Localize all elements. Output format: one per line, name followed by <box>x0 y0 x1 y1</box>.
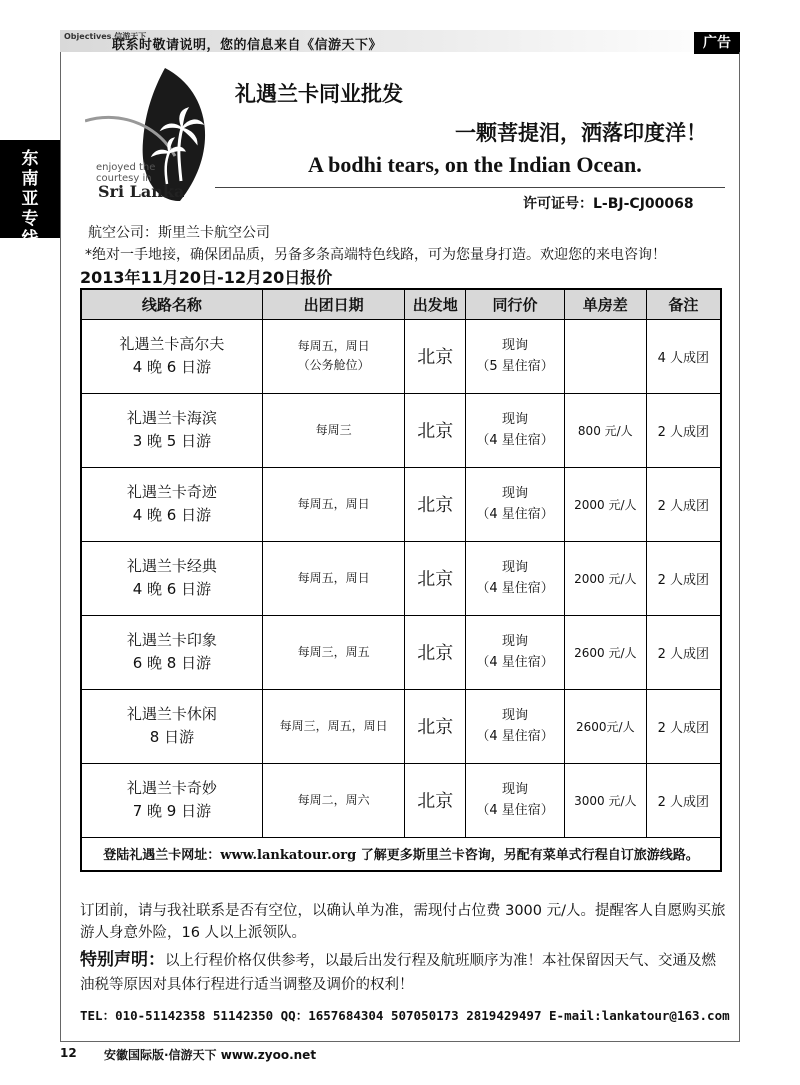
date-cell <box>262 615 405 689</box>
slogan-chinese: 一颗菩提泪，洒落印度洋！ <box>455 120 707 145</box>
ad-tag: 广告 <box>694 32 740 54</box>
departure-cell-text: 北京 <box>417 421 454 442</box>
price-cell-text: （4 星住宿） <box>476 433 554 448</box>
price-cell-text: 现询 <box>502 412 529 427</box>
departure-cell <box>405 763 466 837</box>
table-row <box>81 467 721 541</box>
note-cell-text: 2 人成团 <box>657 646 710 662</box>
magazine-footer: 安徽国际版·信游天下 www.zyoo.net <box>104 1048 317 1062</box>
booking-notice: 订团前，请与我社联系是否有空位，以确认单为准，需现付占位费 3000 元/人。提醒客人自愿购买旅游人身意外险，16 人以上派领队。 <box>80 903 726 941</box>
single-supplement-cell <box>564 467 646 541</box>
departure-cell <box>405 319 466 393</box>
departure-cell <box>405 467 466 541</box>
price-cell <box>466 615 565 689</box>
departure-cell <box>405 689 466 763</box>
contact-info: TEL：010-51142358 51142350 QQ：1657684304 507050173 2819429497 E-mail:lankatour@163.com <box>80 1008 730 1023</box>
note-cell-text: 2 人成团 <box>657 424 710 440</box>
route-cell <box>81 763 262 837</box>
departure-cell-text: 北京 <box>417 495 454 516</box>
price-cell-text: （4 星住宿） <box>476 581 554 596</box>
table-row <box>81 393 721 467</box>
special-statement-label: 特别声明： <box>80 950 165 970</box>
table-row <box>81 615 721 689</box>
special-statement-text: 以上行程价格仅供参考，以最后出发行程及航班顺序为准！本社保留因天气、交通及燃油税等原因对具体行程进行适当调整及调价的权利！ <box>80 953 716 993</box>
route-cell-text: 礼遇兰卡经典 <box>126 557 217 575</box>
route-cell-text: 4 晚 6 日游 <box>132 358 212 376</box>
header-note: 联系时敬请说明，您的信息来自《信游天下》 <box>112 38 383 53</box>
section-tab-char: 东 <box>21 149 39 169</box>
table-row <box>81 541 721 615</box>
table-footer-row <box>81 837 721 871</box>
route-cell-text: 礼遇兰卡高尔夫 <box>119 335 225 353</box>
price-cell-text: 现询 <box>502 782 529 797</box>
price-cell <box>466 541 565 615</box>
single-supplement-cell <box>564 689 646 763</box>
date-cell-text: 每周五，周日 <box>297 339 370 353</box>
price-period: 2013年11月20日-12月20日报价 <box>80 268 333 287</box>
slogan-english: A bodhi tears, on the Indian Ocean. <box>308 152 642 177</box>
departure-cell-text: 北京 <box>417 569 454 590</box>
departure-cell-text: 北京 <box>417 791 454 812</box>
page-number: 12 <box>60 1046 77 1060</box>
column-header: 单房差 <box>564 289 646 319</box>
single-supplement-cell-text: 3000 元/人 <box>574 793 637 808</box>
section-tab-char: 线 <box>21 229 39 249</box>
price-cell-text: 现询 <box>502 338 529 353</box>
single-supplement-cell-text: 2600元/人 <box>576 719 635 734</box>
table-body <box>81 319 721 837</box>
price-cell-text: 现询 <box>502 634 529 649</box>
single-supplement-cell <box>564 615 646 689</box>
note-cell <box>646 467 721 541</box>
date-cell-text: 每周五，周日 <box>297 496 370 511</box>
departure-cell <box>405 615 466 689</box>
note-cell-text: 2 人成团 <box>657 720 710 736</box>
route-cell-text: 6 晚 8 日游 <box>132 654 212 672</box>
price-cell <box>466 319 565 393</box>
price-cell-text: （4 星住宿） <box>476 803 554 818</box>
route-cell-text: 礼遇兰卡休闲 <box>126 705 217 723</box>
note-cell <box>646 763 721 837</box>
date-cell <box>262 467 405 541</box>
price-cell-text: 现询 <box>502 486 529 501</box>
departure-cell <box>405 541 466 615</box>
column-header: 出发地 <box>405 289 466 319</box>
single-supplement-cell-text: 2600 元/人 <box>574 645 637 660</box>
note-cell <box>646 319 721 393</box>
special-statement <box>80 948 730 997</box>
note-cell <box>646 689 721 763</box>
route-cell-text: 8 日游 <box>149 728 195 746</box>
departure-cell-text: 北京 <box>417 643 454 664</box>
price-cell <box>466 763 565 837</box>
note-cell-text: 2 人成团 <box>657 498 710 514</box>
route-cell-text: 礼遇兰卡奇妙 <box>126 779 217 797</box>
divider-line <box>215 187 725 188</box>
route-cell-text: 礼遇兰卡海滨 <box>126 409 217 427</box>
note-cell-text: 2 人成团 <box>657 794 710 810</box>
single-supplement-cell <box>564 763 646 837</box>
date-cell-text: （公务舱位） <box>297 358 370 372</box>
column-header: 线路名称 <box>81 289 262 319</box>
section-tab-char: 南 <box>21 169 39 189</box>
single-supplement-cell <box>564 319 646 393</box>
logo-name: Sri Lanka <box>98 182 185 201</box>
table-row <box>81 319 721 393</box>
intro-text: *绝对一手地接，确保团品质，另备多条高端特色线路，可为您量身打造。欢迎您的来电咨询！ <box>85 247 666 263</box>
price-cell-text: 现询 <box>502 560 529 575</box>
date-cell-text: 每周三，周五 <box>297 644 370 659</box>
route-cell <box>81 319 262 393</box>
route-cell <box>81 689 262 763</box>
price-cell <box>466 393 565 467</box>
date-cell-text: 每周五，周日 <box>297 570 370 585</box>
route-cell <box>81 467 262 541</box>
website-note: 登陆礼遇兰卡网址：www.lankatour.org 了解更多斯里兰卡咨询，另配有菜单式行程自订旅游线路。 <box>81 837 721 871</box>
table-header-row <box>81 289 721 319</box>
column-header: 出团日期 <box>262 289 405 319</box>
section-tab-char: 亚 <box>21 189 39 209</box>
airline-info: 航空公司：斯里兰卡航空公司 <box>88 225 270 241</box>
route-cell-text: 7 晚 9 日游 <box>132 802 212 820</box>
note-cell-text: 2 人成团 <box>657 572 710 588</box>
date-cell <box>262 393 405 467</box>
date-cell-text: 每周三 <box>315 422 352 437</box>
table-row <box>81 763 721 837</box>
section-tab-char: 专 <box>21 209 39 229</box>
single-supplement-cell-text: 2000 元/人 <box>574 571 637 586</box>
note-cell-text: 4 人成团 <box>657 350 710 366</box>
note-cell <box>646 615 721 689</box>
price-cell-text: （4 星住宿） <box>476 729 554 744</box>
single-supplement-cell <box>564 541 646 615</box>
route-cell-text: 4 晚 6 日游 <box>132 580 212 598</box>
single-supplement-cell-text: 800 元/人 <box>577 423 633 438</box>
date-cell <box>262 319 405 393</box>
price-cell-text: 现询 <box>502 708 529 723</box>
section-tab <box>0 140 60 249</box>
route-cell-text: 3 晚 5 日游 <box>132 432 212 450</box>
magazine-logo: Objectives 信游天下 <box>64 32 147 41</box>
column-header: 备注 <box>646 289 721 319</box>
route-cell <box>81 393 262 467</box>
date-cell-text: 每周三，周五，周日 <box>279 718 388 733</box>
route-cell <box>81 615 262 689</box>
single-supplement-cell-text: 2000 元/人 <box>574 497 637 512</box>
departure-cell <box>405 393 466 467</box>
price-cell-text: （4 星住宿） <box>476 507 554 522</box>
note-cell <box>646 541 721 615</box>
date-cell-text: 每周二，周六 <box>297 792 370 807</box>
departure-cell-text: 北京 <box>417 347 454 368</box>
price-cell <box>466 467 565 541</box>
license-number: 许可证号：L-BJ-CJ00068 <box>523 196 694 212</box>
date-cell <box>262 763 405 837</box>
price-table <box>80 288 722 872</box>
route-cell-text: 礼遇兰卡奇迹 <box>126 483 217 501</box>
price-cell-text: （4 星住宿） <box>476 655 554 670</box>
date-cell <box>262 689 405 763</box>
price-cell-text: （5 星住宿） <box>476 359 554 374</box>
note-cell <box>646 393 721 467</box>
column-header: 同行价 <box>466 289 565 319</box>
route-cell-text: 礼遇兰卡印象 <box>126 631 217 649</box>
departure-cell-text: 北京 <box>417 717 454 738</box>
table-row <box>81 689 721 763</box>
single-supplement-cell <box>564 393 646 467</box>
date-cell <box>262 541 405 615</box>
price-cell <box>466 689 565 763</box>
route-cell-text: 4 晚 6 日游 <box>132 506 212 524</box>
logo-tagline: enjoyed the courtesy in <box>96 162 156 184</box>
ad-headline: 礼遇兰卡同业批发 <box>235 81 403 106</box>
route-cell <box>81 541 262 615</box>
